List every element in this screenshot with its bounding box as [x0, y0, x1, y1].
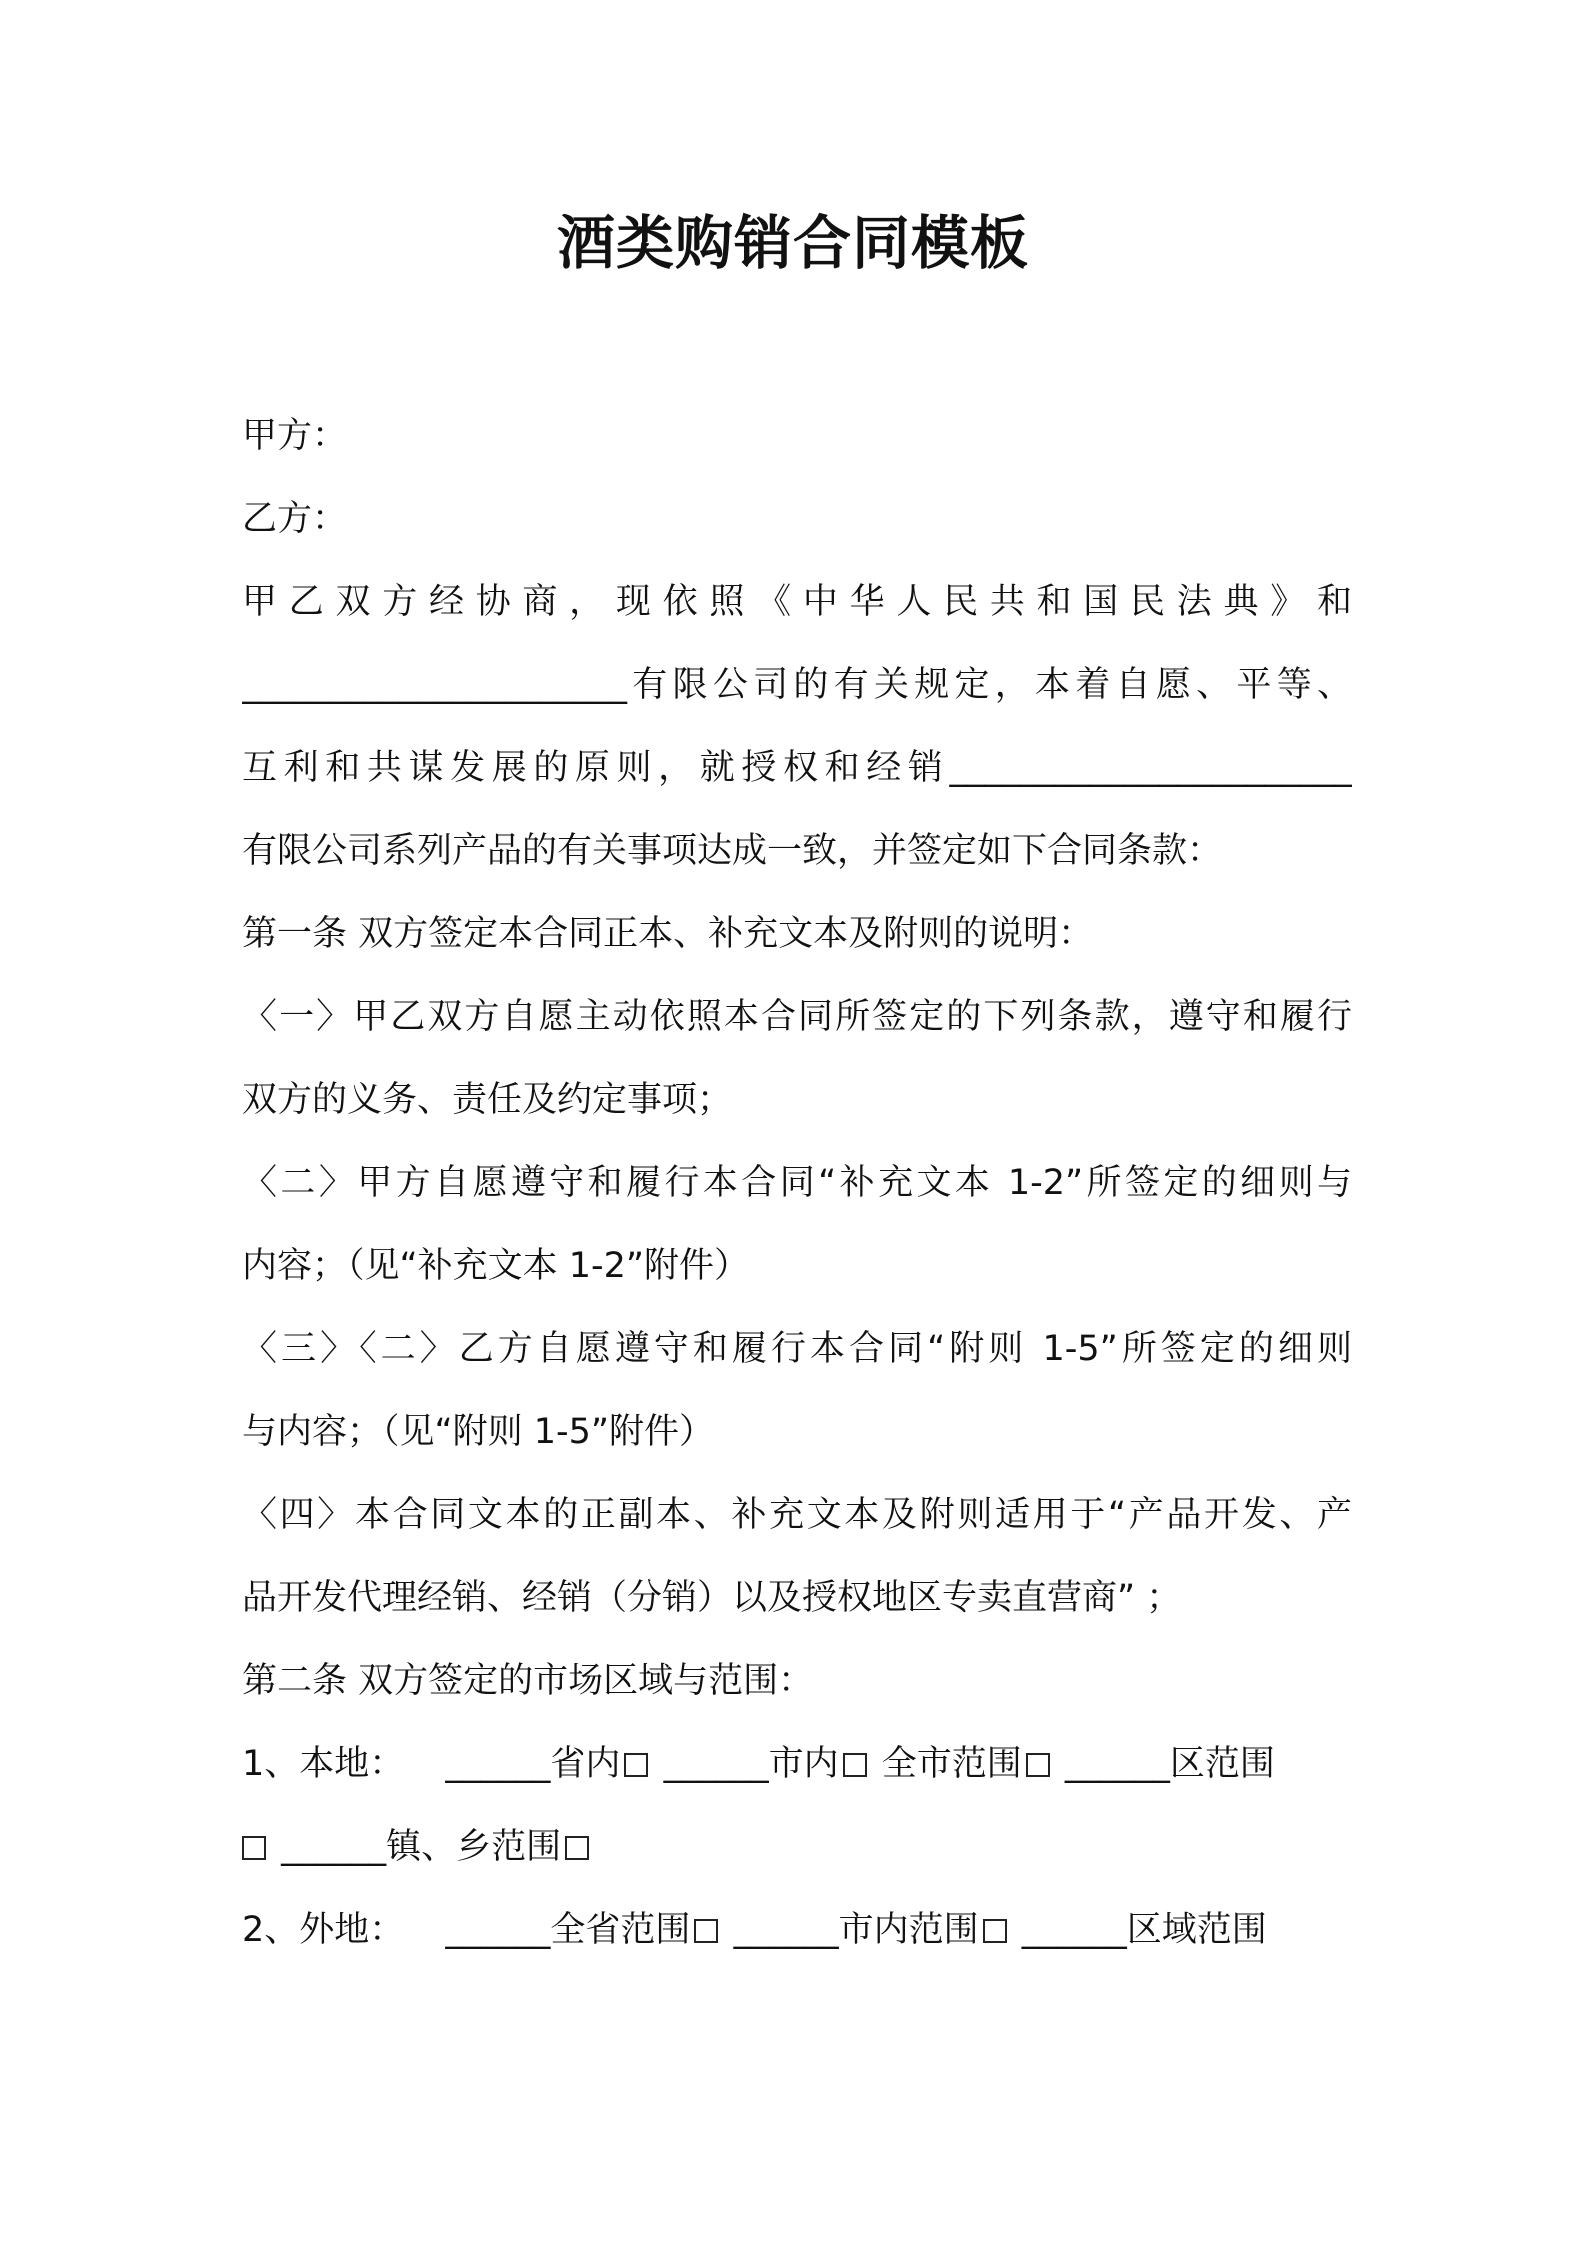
remote-city-checkbox[interactable]: [983, 1919, 1007, 1943]
article-1-item-3-line-1: 〈三〉〈二〉乙方自愿遵守和履行本合同“附则 1-5”所签定的细则: [242, 1329, 1352, 1369]
local-province-label: ______省内: [445, 1744, 621, 1784]
article-2-heading: 第二条 双方签定的市场区域与范围：: [242, 1661, 814, 1701]
article-1-item-2-line-1: 〈二〉甲方自愿遵守和履行本合同“补充文本 1-2”所签定的细则与: [242, 1163, 1352, 1203]
party-b-line: 乙方：: [242, 499, 348, 539]
local-province-checkbox[interactable]: [624, 1753, 648, 1777]
local-district-checkbox[interactable]: [242, 1836, 266, 1860]
article-1-item-4-line-2: 品开发代理经销、经销（分销）以及授权地区专卖直营商” ；: [242, 1578, 1182, 1618]
preamble-line-4: 有限公司系列产品的有关事项达成一致，并签定如下合同条款：: [242, 831, 1223, 871]
local-city-checkbox[interactable]: [843, 1753, 867, 1777]
local-district-label: ______区范围: [1064, 1744, 1275, 1784]
remote-city-label: ______市内范围: [733, 1910, 979, 1950]
local-scope-line-2: [242, 1819, 1352, 1902]
preamble-line-1: 甲乙双方经协商，现依照《中华人民共和国民法典》和: [242, 582, 1352, 622]
preamble-line-3: 互利和共谋发展的原则，就授权和经销_______________________: [242, 748, 1352, 788]
remote-label: 2、外地：: [242, 1910, 405, 1950]
document-title: 酒类购销合同模板: [556, 209, 1029, 277]
article-1-heading: 第一条 双方签定本合同正本、补充文本及附则的说明：: [242, 914, 1094, 954]
article-1-item-1-line-1: 〈一〉甲乙双方自愿主动依照本合同所签定的下列条款，遵守和履行: [242, 997, 1352, 1037]
article-1-item-1-line-2: 双方的义务、责任及约定事项；: [242, 1080, 733, 1120]
local-town-label: ______镇、乡范围: [281, 1827, 562, 1867]
party-a-line: 甲方：: [242, 416, 348, 456]
article-1-item-2-line-2: 内容；（见“补充文本 1-2”附件）: [242, 1246, 750, 1286]
preamble-line-2: ______________________有限公司的有关规定，本着自愿、平等、: [242, 665, 1352, 705]
remote-province-checkbox[interactable]: [694, 1919, 718, 1943]
local-citywide-checkbox[interactable]: [1026, 1753, 1050, 1777]
local-scope-line-1: [242, 1736, 1352, 1819]
article-1-item-3-line-2: 与内容；（见“附则 1-5”附件）: [242, 1412, 715, 1452]
remote-region-label: ______区域范围: [1021, 1910, 1267, 1950]
local-citywide-label: 全市范围: [881, 1744, 1022, 1784]
remote-scope-line-1: [242, 1902, 1352, 1985]
article-1-item-4-line-1: 〈四〉本合同文本的正副本、补充文本及附则适用于“产品开发、产: [242, 1495, 1352, 1535]
local-town-checkbox[interactable]: [565, 1836, 589, 1860]
remote-province-label: ______全省范围: [445, 1910, 691, 1950]
document-body: [242, 408, 1352, 1985]
local-city-label: ______市内: [663, 1744, 839, 1784]
local-label: 1、本地：: [242, 1744, 405, 1784]
